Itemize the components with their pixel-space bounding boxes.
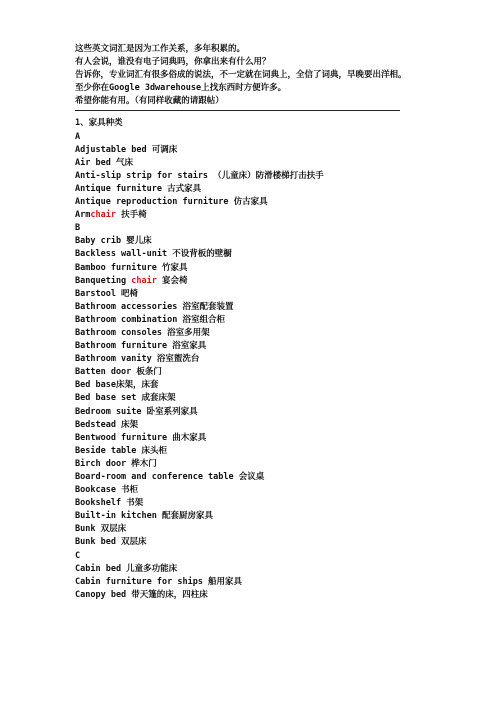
list-item: Bookcase 书柜 [75,485,139,496]
list-item: Bathroom accessories 浴室配套装置 [75,301,234,312]
intro-line: 希望你能有用。（有同样收藏的请跟帖） [75,96,224,107]
list-item: Air bed 气床 [75,157,133,168]
list-item: Antique furniture 古式家具 [75,183,202,194]
highlighted-word: chair [131,275,157,286]
list-item: Anti-slip strip for stairs （儿童床）防滑楼梯打击扶手 [75,170,324,181]
list-item: Bathroom consoles 浴室多用架 [75,327,210,338]
list-item [75,209,415,222]
list-item: Bathroom vanity 浴室盥洗台 [75,354,200,365]
letter-heading: C [75,550,81,561]
list-item: Bentwood furniture 曲木家具 [75,432,207,443]
list-item: Cabin bed 儿童多功能床 [75,563,178,574]
document-body [75,43,415,602]
entry-list-a [75,144,415,223]
list-item: Bookshelf 书架 [75,498,144,509]
list-item: Bathroom furniture 浴室家具 [75,341,207,352]
list-item: Backless wall-unit 不设背板的壁橱 [75,249,232,260]
list-item: Bamboo furniture 竹家具 [75,262,188,273]
list-item: Bunk 双层床 [75,524,127,535]
list-item: Bathroom combination 浴室组合柜 [75,314,225,325]
list-item: Cabin furniture for ships 船用家具 [75,576,243,587]
intro-line: 有人会说，谁没有电子词典吗，你拿出来有什么用？ [75,57,271,68]
entry-text: Banqueting [75,275,132,286]
intro-line: 至少你在Google 3dwarehouse上找东西时方便许多。 [75,83,287,94]
letter-heading: A [75,131,81,142]
intro-line: 这些英文词汇是因为工作关系，多年积累的。 [75,44,246,54]
list-item: Batten door 板条门 [75,367,162,378]
letter-heading: B [75,223,81,234]
entry-text: 扶手椅 [115,210,147,221]
section-title: 1、家具种类 [75,118,123,129]
divider [75,110,400,111]
list-item: Adjustable bed 可调床 [75,144,178,155]
entry-list-c [75,563,415,602]
list-item: Built-in kitchen 配套厨房家具 [75,511,213,522]
entry-list-b [75,235,415,549]
list-item: Baby crib 婴儿床 [75,236,152,247]
highlighted-word: chair [90,210,116,221]
list-item: Board-room and conference table 会议桌 [75,472,265,482]
list-item: Barstool 吧椅 [75,288,139,299]
list-item: Bed base床架，床套 [75,380,159,391]
list-item: Canopy bed 带天篷的床，四柱床 [75,589,208,600]
entry-text: 宴会椅 [156,275,188,286]
list-item: Bed base set 成套床架 [75,393,176,404]
intro-line: 告诉你，专业词汇有很多俗成的说法，不一定就在词典上，全信了词典，早晚要出洋相。 [75,70,407,81]
list-item: Birch door 桦木门 [75,458,157,469]
list-item: Bedstead 床架 [75,419,139,430]
entry-text: Arm [75,210,91,221]
list-item: Bedroom suite 卧室系列家具 [75,406,198,417]
list-item: Bunk bed 双层床 [75,537,147,548]
list-item: Beside table 床头柜 [75,445,168,456]
list-item: Antique reproduction furniture 仿古家具 [75,197,268,208]
list-item [75,275,415,288]
